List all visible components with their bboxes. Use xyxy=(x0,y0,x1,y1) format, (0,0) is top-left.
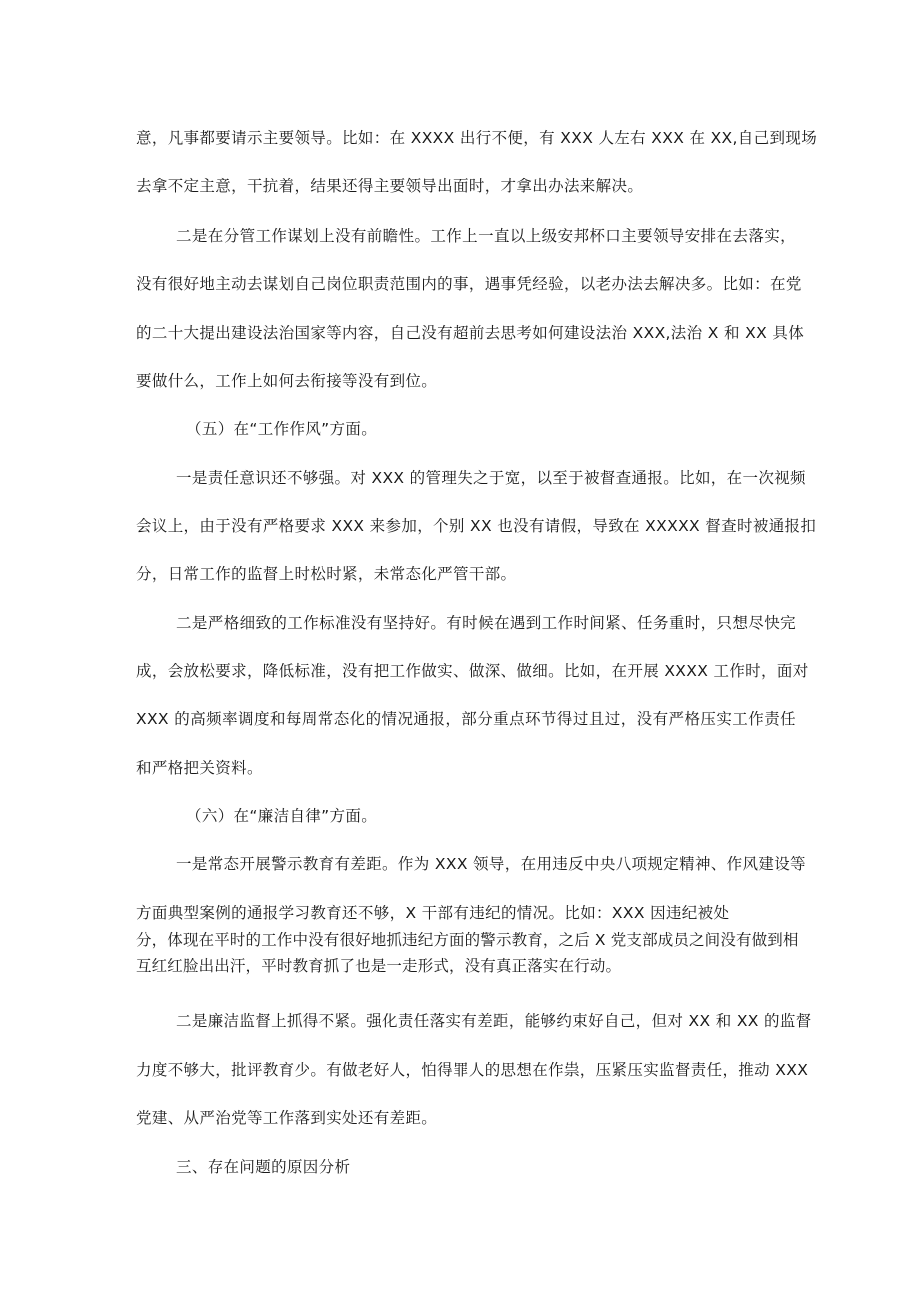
text-line: 没有很好地主动去谋划自己岗位职责范围内的事，遇事凭经验，以老办法去解决多。比如：在党 xyxy=(136,275,802,293)
paragraph-start-line: 二是在分管工作谋划上没有前瞻性。工作上一直以上级安邦杯口主要领导安排在去落实， xyxy=(176,227,796,245)
text-line: 意，凡事都要请示主要领导。比如：在 XXXX 出行不便，有 XXX 人左右 XXX 在 XX,自己到现场 xyxy=(136,129,818,147)
section-heading-work-style: （五）在“工作作风”方面。 xyxy=(186,420,378,438)
text-line: 方面典型案例的通报学习教育还不够，X 干部有违纪的情况。比如：XXX 因违纪被处 xyxy=(136,904,730,922)
text-line: 分，体现在平时的工作中没有很好地抓违纪方面的警示教育，之后 X 党支部成员之间没有做到相 xyxy=(136,931,799,949)
text-line: 分，日常工作的监督上时松时紧，未常态化严管干部。 xyxy=(136,565,517,583)
text-line: 要做什么，工作上如何去衔接等没有到位。 xyxy=(136,372,438,390)
text-line: 成，会放松要求，降低标准，没有把工作做实、做深、做细。比如，在开展 XXXX 工作时，面对 xyxy=(136,662,809,680)
text-line: 的二十大提出建设法治国家等内容，自己没有超前去思考如何建设法治 XXX,法治 X 和 XX 具体 xyxy=(136,324,805,342)
text-line: 和严格把关资料。 xyxy=(136,759,263,777)
paragraph-start-line: 二是廉洁监督上抓得不紧。强化责任落实有差距，能够约束好自己，但对 XX 和 XX 的监督 xyxy=(176,1012,812,1030)
paragraph-start-line: 一是常态开展警示教育有差距。作为 XXX 领导，在用违反中央八项规定精神、作风建设等 xyxy=(176,855,806,873)
text-line: XXX 的高频率调度和每周常态化的情况通报，部分重点环节得过且过，没有严格压实工作责任 xyxy=(136,710,796,728)
section-heading-cause-analysis: 三、存在问题的原因分析 xyxy=(176,1158,351,1176)
text-line: 力度不够大，批评教育少。有做老好人，怕得罪人的思想在作祟，压紧压实监督责任，推动 XXX xyxy=(136,1061,809,1079)
text-line: 会议上，由于没有严格要求 XXX 来参加，个别 XX 也没有请假，导致在 XXXXX 督查时被通报扣 xyxy=(136,517,817,535)
text-line: 党建、从严治党等工作落到实处还有差距。 xyxy=(136,1109,438,1127)
paragraph-start-line: 二是严格细致的工作标准没有坚持好。有时候在遇到工作时间紧、任务重时，只想尽快完 xyxy=(176,614,796,632)
paragraph-start-line: 一是责任意识还不够强。对 XXX 的管理失之于宽，以至于被督查通报。比如，在一次视频 xyxy=(176,469,806,487)
section-heading-integrity: （六）在“廉洁自律”方面。 xyxy=(186,807,378,825)
text-line: 去拿不定主意，干抗着，结果还得主要领导出面时，才拿出办法来解决。 xyxy=(136,177,644,195)
text-line: 互红红脸出出汗，平时教育抓了也是一走形式，没有真正落实在行动。 xyxy=(136,957,622,975)
